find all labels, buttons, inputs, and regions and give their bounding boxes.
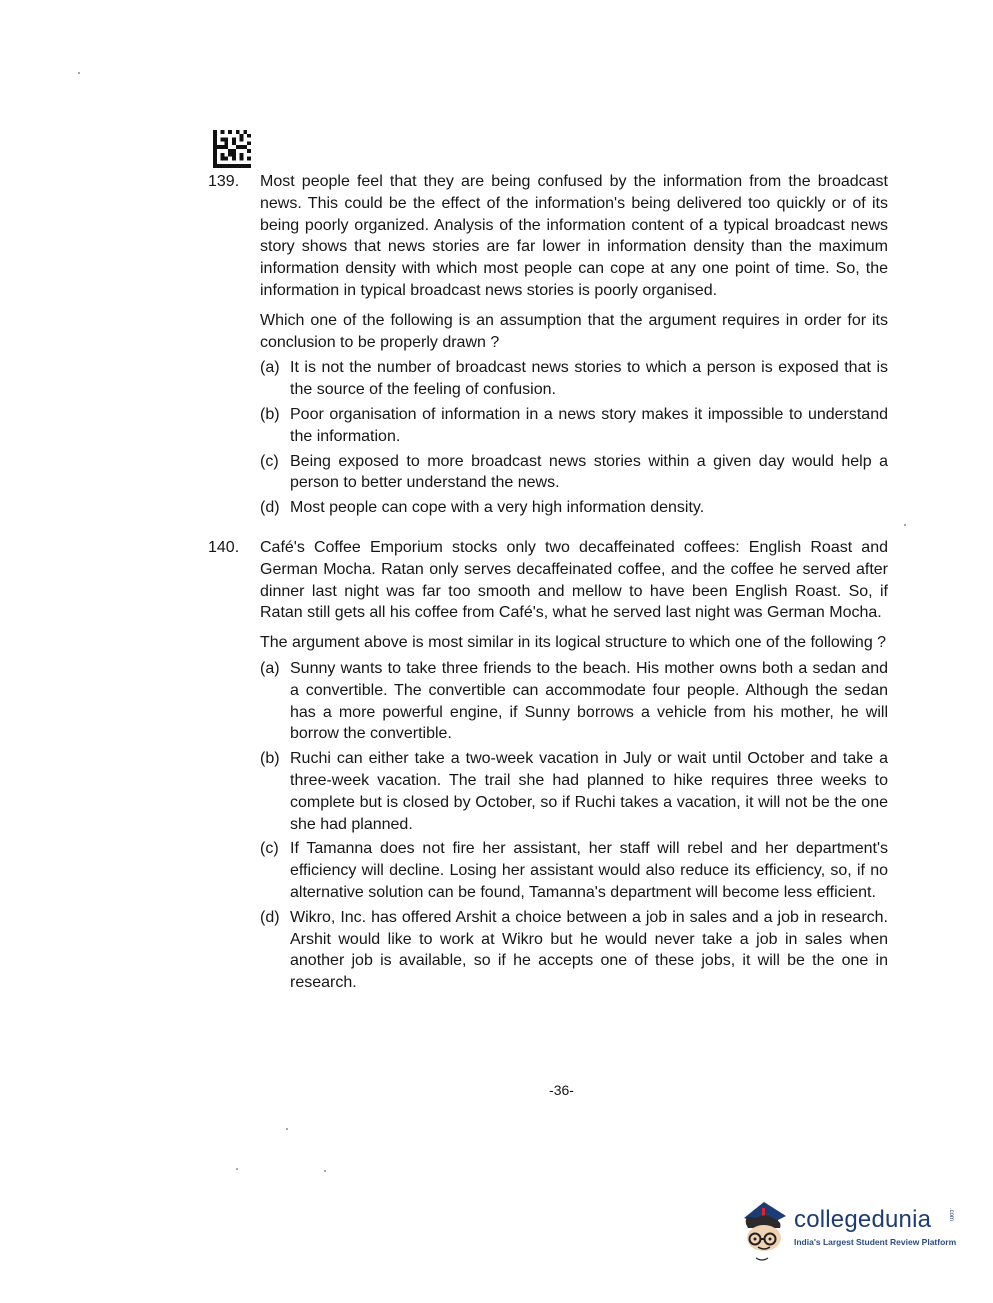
option-a[interactable] — [260, 357, 888, 401]
option-text: It is not the number of broadcast news stories to which a person is exposed that is the source of the feeling of confusion. — [290, 359, 888, 399]
options-list — [260, 658, 888, 994]
options-list — [260, 357, 888, 519]
scan-speck — [236, 1168, 238, 1170]
question-stem: Café's Coffee Emporium stocks only two decaffeinated coffees: English Roast and German Mocha. Ratan only serves decaffeinated coffee, and the coffee he served after dinner last night was far too smooth and mellow to have been English Roast. So, if Ratan still gets all his coffee from Café's, what he served last night was German Mocha. — [260, 539, 888, 622]
question-140 — [208, 537, 888, 994]
question-prompt: The argument above is most similar in its logical structure to which one of the following ? — [260, 634, 887, 652]
option-text: Sunny wants to take three friends to the beach. His mother owns both a sedan and a convertible. The convertible can accommodate four people. Although the sedan has a more powerful engine, if Sunny borrows a vehicle from his mother, he will borrow the convertible. — [290, 659, 888, 743]
option-c[interactable] — [260, 451, 888, 495]
option-b[interactable] — [260, 748, 888, 835]
option-label: (a) — [260, 659, 280, 677]
option-text: If Tamanna does not fire her assistant, her staff will rebel and her department's efficiency will decline. Losing her assistant would also reduce its efficiency, so, if no alternative solution can be found, Tamanna's department will become less efficient. — [290, 840, 888, 901]
option-label: (a) — [260, 359, 280, 377]
option-text: Ruchi can either take a two-week vacation in July or wait until October and take a three-week vacation. The trail she had planned to hike requires three weeks to complete but is closed by October, so if Ruchi takes a vacation, it will not be the one she had planned. — [290, 750, 888, 833]
option-text: Most people can cope with a very high information density. — [290, 499, 705, 517]
brand-name: collegedunia — [794, 1206, 932, 1233]
option-label: (d) — [260, 499, 280, 517]
scan-speck — [78, 72, 80, 74]
option-c[interactable] — [260, 838, 888, 903]
option-label: (c) — [260, 452, 279, 470]
page-number: -36- — [549, 1082, 574, 1098]
scan-speck — [286, 1128, 288, 1130]
qr-code-icon — [212, 130, 252, 168]
option-text: Being exposed to more broadcast news stories within a given day would help a person to better understand the news. — [290, 452, 888, 492]
question-stem: Most people feel that they are being confused by the information from the broadcast news. This could be the effect of the information's being delivered too quickly or of its being poorly organized. Analysis of the information content of a typical broadcast news story shows that news stories are far lower in information density than the maximum information density with which most people can cope at any one point of time. So, the information in typical broadcast news stories is poorly organised. — [260, 173, 888, 299]
option-label: (c) — [260, 840, 279, 858]
question-number: 140. — [208, 539, 240, 556]
collegedunia-logo — [738, 1196, 968, 1266]
scan-speck — [324, 1170, 326, 1172]
brand-tagline: India's Largest Student Review Platform — [794, 1237, 957, 1247]
question-number: 139. — [208, 173, 240, 190]
option-d[interactable] — [260, 497, 888, 519]
question-139 — [208, 171, 888, 519]
option-d[interactable] — [260, 907, 888, 994]
option-a[interactable] — [260, 658, 888, 745]
option-label: (b) — [260, 750, 280, 768]
option-text: Wikro, Inc. has offered Arshit a choice between a job in sales and a job in research. Arshit would like to work at Wikro but he would never take a job in sales when another job is available, so if he accepts one of these jobs, it will be the one in research. — [290, 908, 888, 992]
brand-tld: .com — [948, 1208, 954, 1222]
option-text: Poor organisation of information in a news story makes it impossible to understand the information. — [290, 405, 888, 445]
option-label: (b) — [260, 405, 280, 423]
mascot-icon — [738, 1196, 794, 1266]
question-prompt: Which one of the following is an assumption that the argument requires in order for its conclusion to be properly drawn ? — [260, 311, 888, 351]
option-label: (d) — [260, 908, 280, 926]
scan-speck — [904, 524, 906, 526]
option-b[interactable] — [260, 404, 888, 448]
